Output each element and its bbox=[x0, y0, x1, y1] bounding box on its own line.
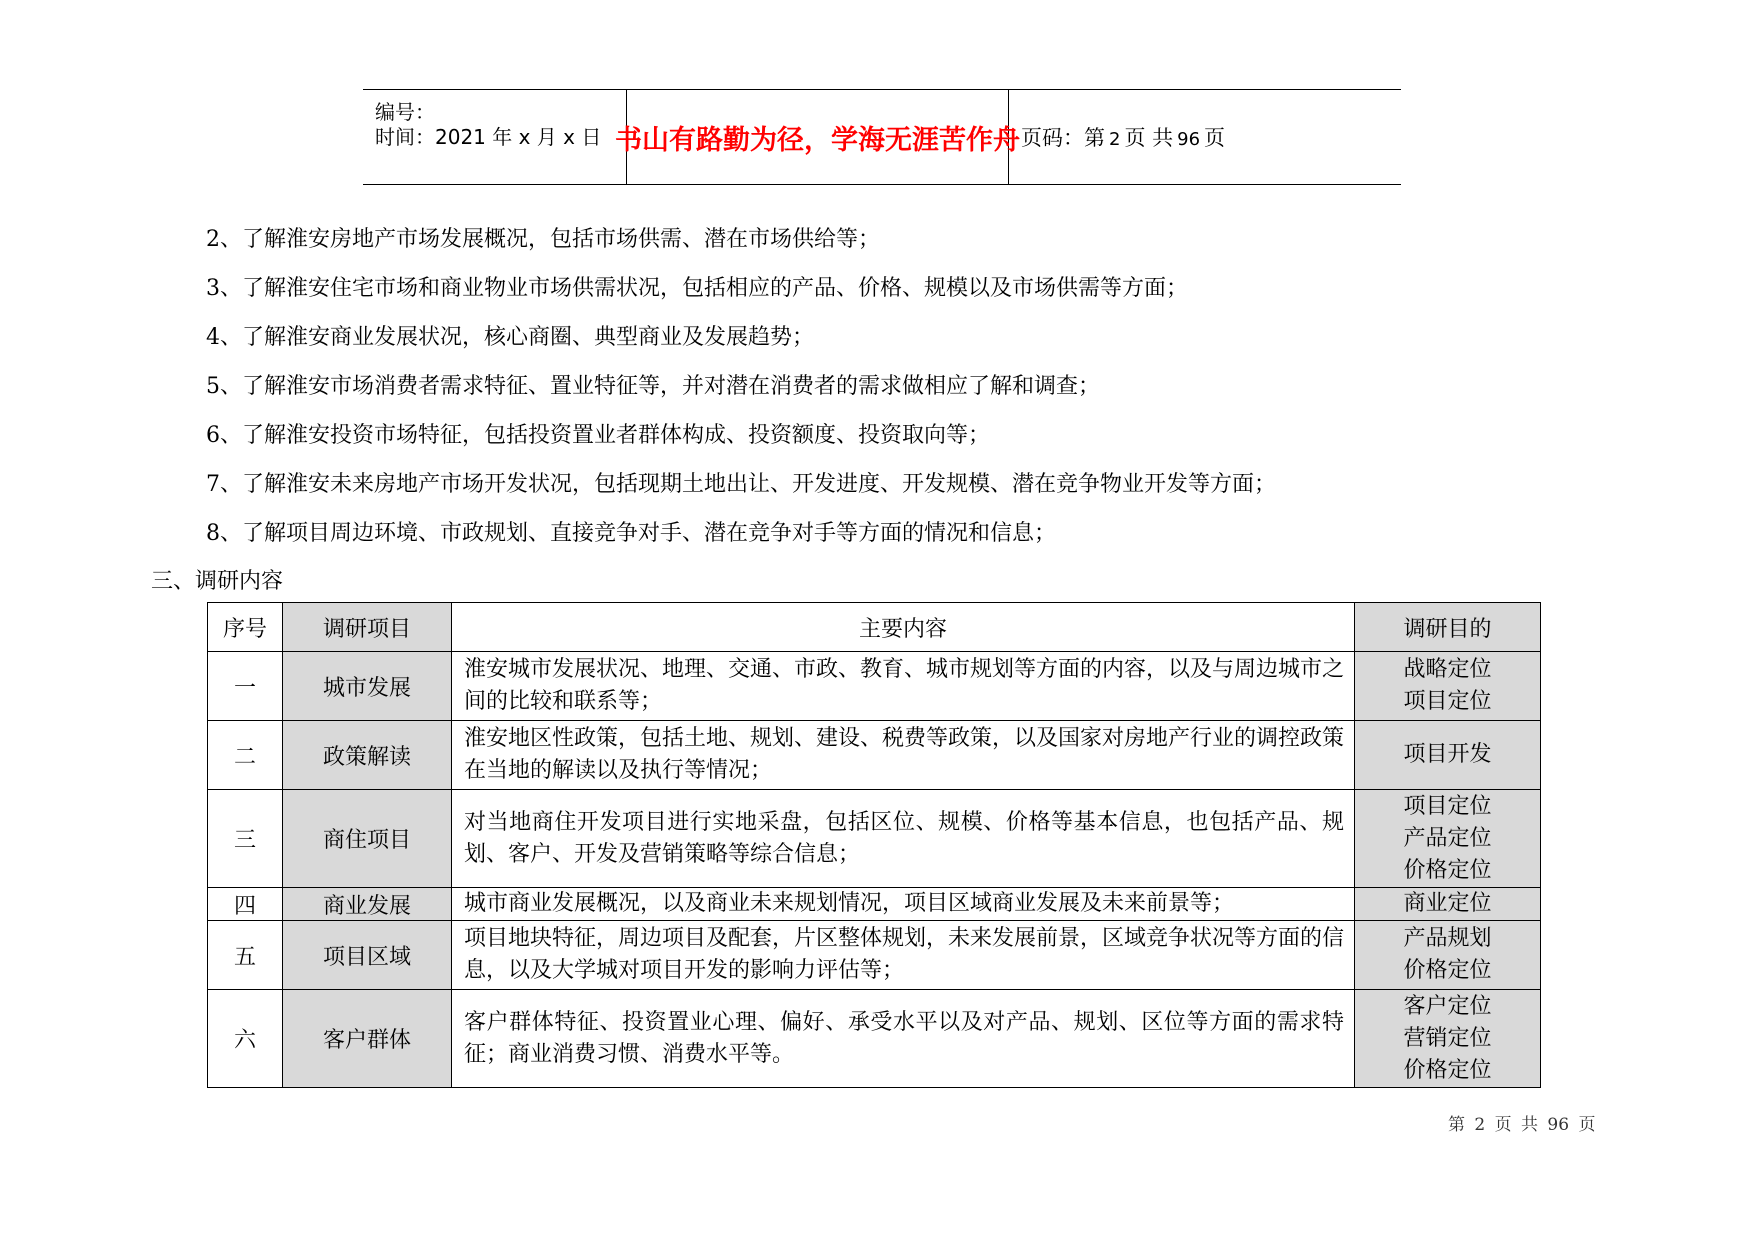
goal-label: 客户定位 bbox=[1403, 993, 1492, 1019]
goal-label: 营销定位 bbox=[1403, 1025, 1492, 1051]
page-total: 96 bbox=[1177, 129, 1201, 150]
row-no: 二 bbox=[208, 721, 283, 790]
header-item: 调研项目 bbox=[283, 603, 452, 652]
row-goal bbox=[1355, 721, 1541, 790]
document-header bbox=[363, 89, 1401, 185]
time-label: 时间：2021 年 x 月 x 日 bbox=[375, 125, 602, 149]
goal-label: 商业定位 bbox=[1403, 891, 1492, 916]
list-item: 6、了解淮安投资市场特征，包括投资置业者群体构成、投资额度、投资取向等； bbox=[206, 423, 990, 448]
row-item: 商业发展 bbox=[283, 888, 452, 921]
section-title: 三、调研内容 bbox=[151, 569, 284, 594]
list-item: 8、了解项目周边环境、市政规划、直接竞争对手、潜在竞争对手等方面的情况和信息； bbox=[206, 521, 1056, 546]
goal-label: 战略定位 bbox=[1403, 657, 1492, 682]
row-no: 四 bbox=[208, 888, 283, 921]
page-current: 2 bbox=[1109, 129, 1121, 150]
row-item: 项目区域 bbox=[283, 921, 452, 990]
row-content: 城市商业发展概况，以及商业未来规划情况，项目区域商业发展及未来前景等； bbox=[452, 888, 1355, 921]
row-content: 客户群体特征、投资置业心理、偏好、承受水平以及对产品、规划、区位等方面的需求特征；商业消费习惯、消费水平等。 bbox=[452, 990, 1355, 1088]
row-item: 政策解读 bbox=[283, 721, 452, 790]
list-item: 4、了解淮安商业发展状况，核心商圈、典型商业及发展趋势； bbox=[206, 325, 814, 350]
goal-label: 价格定位 bbox=[1403, 1057, 1492, 1083]
table-row bbox=[208, 790, 1541, 888]
slogan: 书山有路勤为径，学海无涯苦作舟 bbox=[615, 124, 1020, 156]
list-item: 7、了解淮安未来房地产市场开发状况，包括现期土地出让、开发进度、开发规模、潜在竞争物业开发等方面； bbox=[206, 472, 1277, 497]
research-table bbox=[207, 602, 1541, 1088]
table-row bbox=[208, 888, 1541, 921]
header-no: 序号 bbox=[208, 603, 283, 652]
goal-label: 项目定位 bbox=[1403, 689, 1492, 714]
header-goal: 调研目的 bbox=[1355, 603, 1541, 652]
row-content: 对当地商住开发项目进行实地采盘，包括区位、规模、价格等基本信息，也包括产品、规划、客户、开发及营销策略等综合信息； bbox=[452, 790, 1355, 888]
goal-label: 项目定位 bbox=[1403, 793, 1492, 819]
goal-label: 产品规划 bbox=[1403, 926, 1492, 951]
row-no: 五 bbox=[208, 921, 283, 990]
row-goal bbox=[1355, 652, 1541, 721]
row-item: 商住项目 bbox=[283, 790, 452, 888]
list-item: 5、了解淮安市场消费者需求特征、置业特征等，并对潜在消费者的需求做相应了解和调查； bbox=[206, 374, 1101, 399]
list-item: 3、了解淮安住宅市场和商业物业市场供需状况，包括相应的产品、价格、规模以及市场供需等方面； bbox=[206, 276, 1189, 301]
table-header-row bbox=[208, 603, 1541, 652]
page-suffix: 页 bbox=[1204, 126, 1226, 150]
row-no: 三 bbox=[208, 790, 283, 888]
row-goal bbox=[1355, 990, 1541, 1088]
row-content: 淮安地区性政策，包括土地、规划、建设、税费等政策，以及国家对房地产行业的调控政策在当地的解读以及执行等情况； bbox=[452, 721, 1355, 790]
table-row bbox=[208, 990, 1541, 1088]
header-page-cell bbox=[1009, 90, 1401, 184]
table-row bbox=[208, 921, 1541, 990]
row-item: 客户群体 bbox=[283, 990, 452, 1088]
goal-label: 价格定位 bbox=[1403, 958, 1492, 983]
serial-label: 编号： bbox=[375, 100, 435, 124]
row-content: 淮安城市发展状况、地理、交通、市政、教育、城市规划等方面的内容，以及与周边城市之间的比较和联系等； bbox=[452, 652, 1355, 721]
header-info-cell bbox=[363, 90, 627, 184]
row-goal bbox=[1355, 921, 1541, 990]
goal-label: 价格定位 bbox=[1403, 857, 1492, 883]
row-no: 六 bbox=[208, 990, 283, 1088]
header-slogan-cell bbox=[615, 90, 1020, 184]
row-content: 项目地块特征，周边项目及配套，片区整体规划，未来发展前景，区域竞争状况等方面的信息，以及大学城对项目开发的影响力评估等； bbox=[452, 921, 1355, 990]
page-code bbox=[1021, 122, 1225, 152]
table-row bbox=[208, 652, 1541, 721]
list-item: 2、了解淮安房地产市场发展概况，包括市场供需、潜在市场供给等； bbox=[206, 227, 880, 252]
page-footer: 第 2 页 共 96 页 bbox=[1448, 1115, 1596, 1135]
page-prefix: 页码：第 bbox=[1021, 126, 1105, 150]
page-middle: 页 共 bbox=[1124, 126, 1174, 150]
row-no: 一 bbox=[208, 652, 283, 721]
table-row bbox=[208, 721, 1541, 790]
row-goal bbox=[1355, 790, 1541, 888]
row-goal bbox=[1355, 888, 1541, 921]
goal-label: 项目开发 bbox=[1403, 742, 1492, 767]
row-item: 城市发展 bbox=[283, 652, 452, 721]
header-content: 主要内容 bbox=[452, 603, 1355, 652]
goal-label: 产品定位 bbox=[1403, 825, 1492, 851]
